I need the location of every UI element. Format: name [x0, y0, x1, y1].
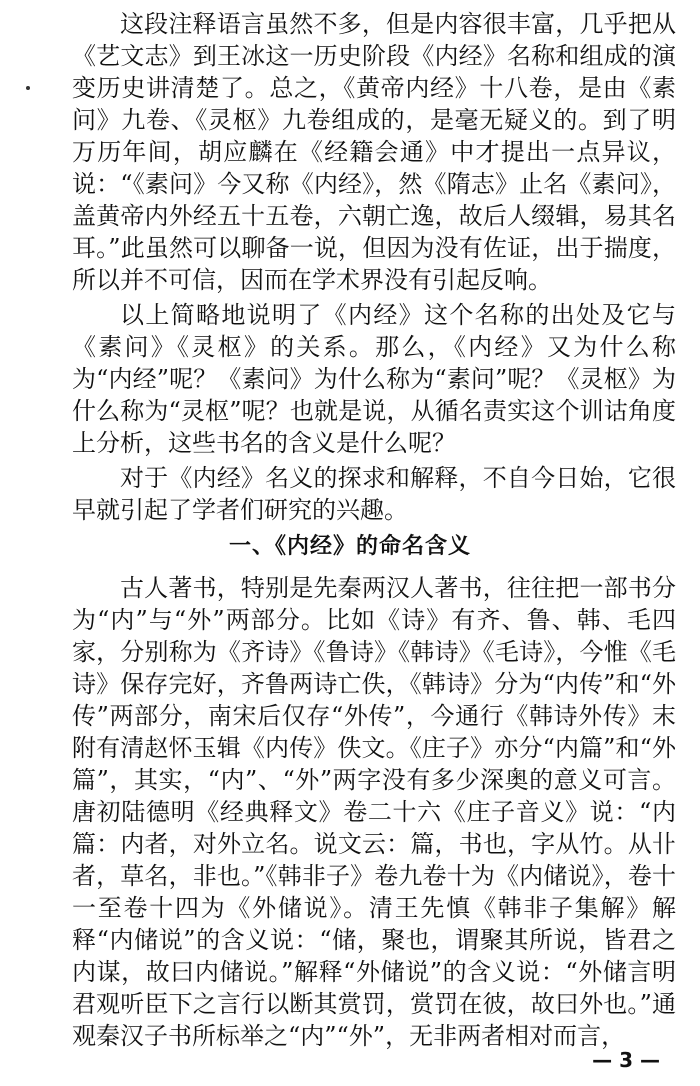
margin-ink-dot	[26, 86, 30, 90]
page-number: — 3 —	[592, 1048, 660, 1072]
opening-text-block	[72, 8, 676, 526]
section-text-block	[72, 572, 676, 1052]
paragraph-research-interest: 对于《内经》名义的探求和解释，不自今日始，它很早就引起了学者们研究的兴趣。	[72, 464, 676, 524]
paragraph-inner-outer-books: 古人著书，特别是先秦两汉人著书，往往把一部书分为“内”与“外”两部分。比如《诗》有齐、鲁、韩、毛四家，分别称为《齐诗》《鲁诗》《韩诗》《毛诗》，今惟《毛诗》保存完好，齐鲁两诗亡佚，《韩诗》分为“内传”和“外传”两部分，南宋后仅存“外传”，今通行《韩诗外传》末附有清赵怀玉辑《内传》佚文。《庄子》亦分“内篇”和“外篇”，其实，“内”、“外”两字没有多少深奥的意义可言。唐初陆德明《经典释文》卷二十六《庄子音义》说：“内篇：内者，对外立名。说文云：篇，书也，字从竹。从卝者，草名，非也。”《韩非子》卷九卷十为《内储说》，卷十一至卷十四为《外储说》。清王先慎《韩非子集解》解释“内储说”的含义说：“储，聚也，谓聚其所说，皆君之内谋，故曰内储说。”解释“外储说”的含义说：“外储言明君观听臣下之言行以断其赏罚，赏罚在彼，故曰外也。”通观秦汉子书所标举之“内”“外”，无非两者相对而言，	[72, 574, 676, 1050]
section-heading: 一、《内经》的命名含义	[228, 534, 471, 559]
paragraph-name-relationship: 以上简略地说明了《内经》这个名称的出处及它与《素问》《灵枢》的关系。那么，《内经》又为什么称为“内经”呢？《素问》为什么称为“素问”呢？《灵枢》为什么称为“灵枢”呢？也就是说，从循名责实这个训诂角度上分析，这些书名的含义是什么呢？	[72, 301, 676, 457]
paragraph-annotation-summary: 这段注释语言虽然不多，但是内容很丰富，几乎把从《艺文志》到王冰这一历史阶段《内经》名称和组成的演变历史讲清楚了。总之，《黄帝内经》十八卷，是由《素问》九卷、《灵枢》九卷组成的，是毫无疑义的。到了明万历年间，胡应麟在《经籍会通》中才提出一点异议，说：“《素问》今又称《内经》，然《隋志》止名《素问》，盖黄帝内外经五十五卷，六朝亡逸，故后人缀辑，易其名耳。”此虽然可以聊备一说，但因为没有佐证，出于揣度，所以并不可信，因而在学术界没有引起反响。	[72, 10, 676, 294]
